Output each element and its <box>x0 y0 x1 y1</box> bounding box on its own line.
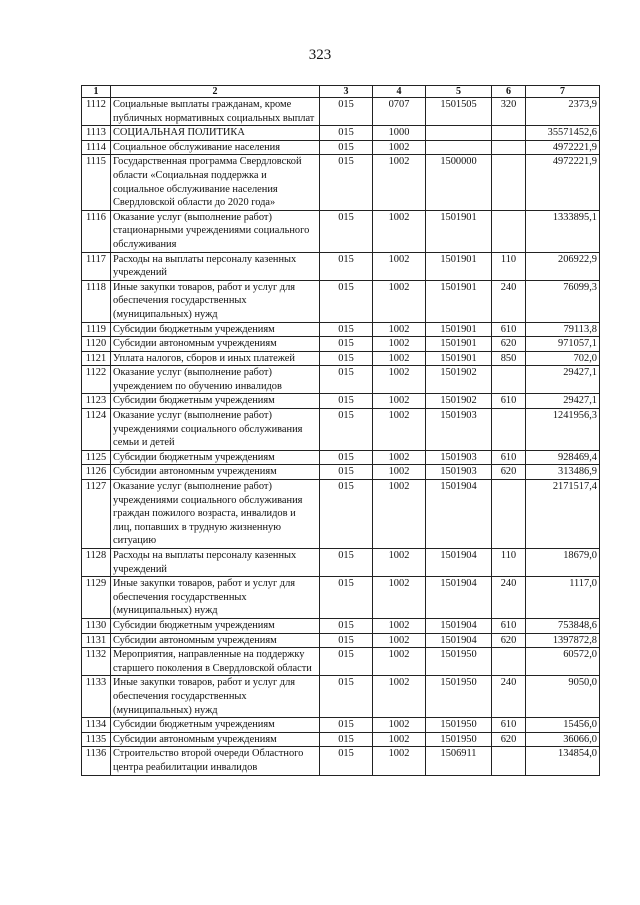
row-section-code: 1002 <box>373 337 426 352</box>
row-name: Субсидии бюджетным учреждениям <box>111 618 320 633</box>
row-admin-code: 015 <box>320 98 373 126</box>
row-amount: 928469,4 <box>526 450 600 465</box>
row-expense-type <box>492 366 526 394</box>
row-number: 1125 <box>82 450 111 465</box>
row-section-code: 1002 <box>373 747 426 775</box>
table-row <box>82 480 600 549</box>
row-section-code: 1002 <box>373 577 426 619</box>
row-admin-code: 015 <box>320 252 373 280</box>
row-amount: 313486,9 <box>526 465 600 480</box>
row-number: 1136 <box>82 747 111 775</box>
row-section-code: 1002 <box>373 351 426 366</box>
row-target-code: 1501903 <box>426 450 492 465</box>
row-section-code: 1002 <box>373 633 426 648</box>
row-admin-code: 015 <box>320 718 373 733</box>
row-section-code: 1002 <box>373 718 426 733</box>
col-header-7: 7 <box>526 86 600 98</box>
row-expense-type <box>492 126 526 141</box>
row-name: Мероприятия, направленные на поддержку старшего поколения в Свердловской области <box>111 648 320 676</box>
row-amount: 29427,1 <box>526 366 600 394</box>
row-section-code: 1002 <box>373 732 426 747</box>
row-target-code: 1501904 <box>426 480 492 549</box>
row-number: 1119 <box>82 322 111 337</box>
row-target-code: 1501901 <box>426 280 492 322</box>
row-section-code: 1002 <box>373 280 426 322</box>
row-admin-code: 015 <box>320 322 373 337</box>
page-number: 323 <box>308 47 332 63</box>
row-expense-type: 110 <box>492 252 526 280</box>
row-expense-type <box>492 155 526 210</box>
row-expense-type: 620 <box>492 633 526 648</box>
row-name: Оказание услуг (выполнение работ) учреждением по обучению инвалидов <box>111 366 320 394</box>
row-amount: 4972221,9 <box>526 140 600 155</box>
table-row <box>82 577 600 619</box>
row-expense-type <box>492 409 526 451</box>
row-target-code: 1501901 <box>426 210 492 252</box>
row-target-code: 1501950 <box>426 676 492 718</box>
row-admin-code: 015 <box>320 648 373 676</box>
row-name: Государственная программа Свердловской области «Социальная поддержка и социальное обслуживание населения Свердловской области до 2020 года» <box>111 155 320 210</box>
table-row <box>82 140 600 155</box>
row-number: 1134 <box>82 718 111 733</box>
table-row <box>82 450 600 465</box>
row-amount: 2171517,4 <box>526 480 600 549</box>
row-section-code: 1002 <box>373 648 426 676</box>
col-header-1: 1 <box>82 86 111 98</box>
row-number: 1124 <box>82 409 111 451</box>
row-expense-type: 240 <box>492 577 526 619</box>
row-admin-code: 015 <box>320 366 373 394</box>
row-admin-code: 015 <box>320 618 373 633</box>
row-amount: 753848,6 <box>526 618 600 633</box>
row-expense-type: 240 <box>492 280 526 322</box>
row-section-code: 1002 <box>373 480 426 549</box>
row-amount: 1397872,8 <box>526 633 600 648</box>
row-target-code: 1501904 <box>426 549 492 577</box>
table-row <box>82 718 600 733</box>
row-admin-code: 015 <box>320 676 373 718</box>
row-target-code: 1501950 <box>426 718 492 733</box>
table-row <box>82 648 600 676</box>
row-admin-code: 015 <box>320 140 373 155</box>
row-admin-code: 015 <box>320 480 373 549</box>
row-target-code <box>426 126 492 141</box>
row-section-code: 1000 <box>373 126 426 141</box>
row-number: 1131 <box>82 633 111 648</box>
row-admin-code: 015 <box>320 409 373 451</box>
row-expense-type <box>492 648 526 676</box>
row-section-code: 1002 <box>373 210 426 252</box>
row-name: Строительство второй очереди Областного центра реабилитации инвалидов <box>111 747 320 775</box>
row-number: 1120 <box>82 337 111 352</box>
col-header-6: 6 <box>492 86 526 98</box>
row-number: 1113 <box>82 126 111 141</box>
row-admin-code: 015 <box>320 633 373 648</box>
header-row <box>82 86 600 98</box>
row-section-code: 1002 <box>373 450 426 465</box>
row-amount: 702,0 <box>526 351 600 366</box>
row-name: Иные закупки товаров, работ и услуг для обеспечения государственных (муниципальных) нужд <box>111 577 320 619</box>
table-row <box>82 351 600 366</box>
row-expense-type <box>492 480 526 549</box>
row-name: Субсидии автономным учреждениям <box>111 633 320 648</box>
row-number: 1127 <box>82 480 111 549</box>
row-name: Оказание услуг (выполнение работ) стационарными учреждениями социального обслуживания <box>111 210 320 252</box>
table-row <box>82 322 600 337</box>
row-target-code: 1501901 <box>426 252 492 280</box>
row-section-code: 0707 <box>373 98 426 126</box>
col-header-4: 4 <box>373 86 426 98</box>
row-number: 1132 <box>82 648 111 676</box>
table-row <box>82 747 600 775</box>
row-number: 1121 <box>82 351 111 366</box>
row-target-code: 1501901 <box>426 351 492 366</box>
row-section-code: 1002 <box>373 366 426 394</box>
row-admin-code: 015 <box>320 577 373 619</box>
row-number: 1116 <box>82 210 111 252</box>
row-amount: 79113,8 <box>526 322 600 337</box>
table-row <box>82 252 600 280</box>
row-section-code: 1002 <box>373 252 426 280</box>
row-section-code: 1002 <box>373 549 426 577</box>
row-admin-code: 015 <box>320 747 373 775</box>
row-target-code: 1501903 <box>426 409 492 451</box>
row-expense-type <box>492 747 526 775</box>
row-number: 1114 <box>82 140 111 155</box>
row-name: Расходы на выплаты персоналу казенных учреждений <box>111 549 320 577</box>
col-header-2: 2 <box>111 86 320 98</box>
row-name: Социальные выплаты гражданам, кроме публичных нормативных социальных выплат <box>111 98 320 126</box>
row-number: 1112 <box>82 98 111 126</box>
table-row <box>82 618 600 633</box>
row-admin-code: 015 <box>320 337 373 352</box>
row-amount: 1117,0 <box>526 577 600 619</box>
row-name: Оказание услуг (выполнение работ) учреждениями социального обслуживания граждан пожилого возраста, инвалидов и лиц, попавших в трудную жизненную ситуацию <box>111 480 320 549</box>
row-amount: 60572,0 <box>526 648 600 676</box>
row-target-code: 1501902 <box>426 394 492 409</box>
row-number: 1122 <box>82 366 111 394</box>
table-row <box>82 337 600 352</box>
row-number: 1128 <box>82 549 111 577</box>
row-target-code: 1501902 <box>426 366 492 394</box>
row-name: Оказание услуг (выполнение работ) учреждениями социального обслуживания семьи и детей <box>111 409 320 451</box>
col-header-3: 3 <box>320 86 373 98</box>
row-amount: 18679,0 <box>526 549 600 577</box>
row-expense-type: 610 <box>492 394 526 409</box>
row-number: 1129 <box>82 577 111 619</box>
table-row <box>82 549 600 577</box>
table-row <box>82 366 600 394</box>
table-row <box>82 633 600 648</box>
row-number: 1130 <box>82 618 111 633</box>
row-target-code: 1501903 <box>426 465 492 480</box>
table-row <box>82 732 600 747</box>
row-admin-code: 015 <box>320 549 373 577</box>
row-expense-type: 620 <box>492 465 526 480</box>
row-amount: 1333895,1 <box>526 210 600 252</box>
row-expense-type: 620 <box>492 732 526 747</box>
row-target-code: 1501901 <box>426 322 492 337</box>
row-admin-code: 015 <box>320 732 373 747</box>
table-row <box>82 98 600 126</box>
row-expense-type: 850 <box>492 351 526 366</box>
row-target-code: 1500000 <box>426 155 492 210</box>
row-amount: 134854,0 <box>526 747 600 775</box>
row-section-code: 1002 <box>373 618 426 633</box>
row-section-code: 1002 <box>373 409 426 451</box>
row-admin-code: 015 <box>320 210 373 252</box>
col-header-5: 5 <box>426 86 492 98</box>
row-amount: 206922,9 <box>526 252 600 280</box>
row-amount: 1241956,3 <box>526 409 600 451</box>
row-amount: 971057,1 <box>526 337 600 352</box>
table-row <box>82 409 600 451</box>
row-admin-code: 015 <box>320 126 373 141</box>
table-row <box>82 280 600 322</box>
row-expense-type: 620 <box>492 337 526 352</box>
row-name: Расходы на выплаты персоналу казенных учреждений <box>111 252 320 280</box>
row-expense-type: 610 <box>492 322 526 337</box>
row-section-code: 1002 <box>373 140 426 155</box>
row-target-code: 1501950 <box>426 648 492 676</box>
row-amount: 15456,0 <box>526 718 600 733</box>
row-name: Субсидии автономным учреждениям <box>111 732 320 747</box>
row-number: 1117 <box>82 252 111 280</box>
row-admin-code: 015 <box>320 155 373 210</box>
row-section-code: 1002 <box>373 394 426 409</box>
row-name: Социальное обслуживание населения <box>111 140 320 155</box>
row-target-code: 1501505 <box>426 98 492 126</box>
row-name: Субсидии бюджетным учреждениям <box>111 394 320 409</box>
row-target-code <box>426 140 492 155</box>
row-admin-code: 015 <box>320 394 373 409</box>
row-target-code: 1501904 <box>426 577 492 619</box>
row-amount: 76099,3 <box>526 280 600 322</box>
row-expense-type: 240 <box>492 676 526 718</box>
row-target-code: 1506911 <box>426 747 492 775</box>
row-section-code: 1002 <box>373 322 426 337</box>
row-target-code: 1501901 <box>426 337 492 352</box>
row-target-code: 1501950 <box>426 732 492 747</box>
row-target-code: 1501904 <box>426 618 492 633</box>
table-row <box>82 155 600 210</box>
table-row <box>82 210 600 252</box>
table-row <box>82 394 600 409</box>
row-amount: 4972221,9 <box>526 155 600 210</box>
row-expense-type: 110 <box>492 549 526 577</box>
row-name: Субсидии бюджетным учреждениям <box>111 322 320 337</box>
row-name: Субсидии автономным учреждениям <box>111 465 320 480</box>
table-row <box>82 126 600 141</box>
row-number: 1118 <box>82 280 111 322</box>
row-expense-type: 610 <box>492 450 526 465</box>
row-name: Уплата налогов, сборов и иных платежей <box>111 351 320 366</box>
row-number: 1133 <box>82 676 111 718</box>
row-section-code: 1002 <box>373 465 426 480</box>
row-amount: 35571452,6 <box>526 126 600 141</box>
row-number: 1123 <box>82 394 111 409</box>
budget-table <box>81 85 600 776</box>
row-expense-type: 610 <box>492 618 526 633</box>
row-expense-type <box>492 210 526 252</box>
row-number: 1115 <box>82 155 111 210</box>
row-amount: 29427,1 <box>526 394 600 409</box>
row-target-code: 1501904 <box>426 633 492 648</box>
table-row <box>82 676 600 718</box>
row-amount: 2373,9 <box>526 98 600 126</box>
row-expense-type <box>492 140 526 155</box>
row-admin-code: 015 <box>320 280 373 322</box>
row-name: Иные закупки товаров, работ и услуг для обеспечения государственных (муниципальных) нужд <box>111 280 320 322</box>
row-admin-code: 015 <box>320 450 373 465</box>
row-name: СОЦИАЛЬНАЯ ПОЛИТИКА <box>111 126 320 141</box>
table-row <box>82 465 600 480</box>
row-admin-code: 015 <box>320 351 373 366</box>
row-name: Иные закупки товаров, работ и услуг для обеспечения государственных (муниципальных) нужд <box>111 676 320 718</box>
row-number: 1135 <box>82 732 111 747</box>
row-section-code: 1002 <box>373 155 426 210</box>
row-section-code: 1002 <box>373 676 426 718</box>
row-admin-code: 015 <box>320 465 373 480</box>
row-name: Субсидии автономным учреждениям <box>111 337 320 352</box>
row-number: 1126 <box>82 465 111 480</box>
row-name: Субсидии бюджетным учреждениям <box>111 450 320 465</box>
row-amount: 36066,0 <box>526 732 600 747</box>
row-expense-type: 610 <box>492 718 526 733</box>
row-amount: 9050,0 <box>526 676 600 718</box>
row-name: Субсидии бюджетным учреждениям <box>111 718 320 733</box>
row-expense-type: 320 <box>492 98 526 126</box>
